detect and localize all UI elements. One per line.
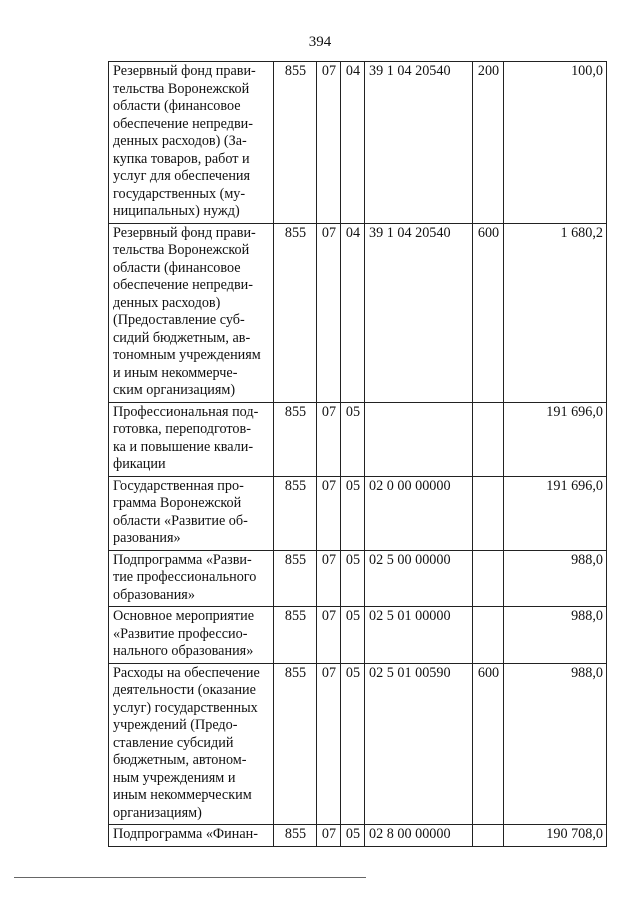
- subsection-cell: 05: [341, 663, 365, 825]
- target-article-cell: 02 5 00 00000: [365, 550, 473, 607]
- subsection-cell: 05: [341, 550, 365, 607]
- table-row: [109, 825, 607, 847]
- amount-cell: 190 708,0: [504, 825, 607, 847]
- row-name-cell: Резервный фонд прави- тельства Воронежской области (финансовое обеспечение непредви- денных расходов) (За- купка товаров, работ и услуг для обеспечения государственных (му- ниципальных) нужд): [109, 62, 274, 224]
- section-cell: 07: [317, 476, 341, 550]
- subsection-cell: 04: [341, 62, 365, 224]
- amount-cell: 988,0: [504, 550, 607, 607]
- section-cell: 07: [317, 223, 341, 402]
- ministry-code-cell: 855: [274, 223, 317, 402]
- expense-type-cell: 600: [473, 223, 504, 402]
- row-name-cell: Расходы на обеспечение деятельности (оказание услуг) государственных учреждений (Предо- ставление субсидий бюджетным, автоном- ным учреждениям и иным некоммерческим организациям): [109, 663, 274, 825]
- target-article-cell: 02 5 01 00590: [365, 663, 473, 825]
- ministry-code-cell: 855: [274, 476, 317, 550]
- table-row: [109, 607, 607, 664]
- row-name-cell: Государственная про- грамма Воронежской области «Развитие об- разования»: [109, 476, 274, 550]
- amount-cell: 100,0: [504, 62, 607, 224]
- target-article-cell: 39 1 04 20540: [365, 62, 473, 224]
- amount-cell: 1 680,2: [504, 223, 607, 402]
- subsection-cell: 04: [341, 223, 365, 402]
- ministry-code-cell: 855: [274, 607, 317, 664]
- table-row: [109, 476, 607, 550]
- ministry-code-cell: 855: [274, 825, 317, 847]
- section-cell: 07: [317, 402, 341, 476]
- page-number: 394: [308, 34, 332, 50]
- target-article-cell: 02 0 00 00000: [365, 476, 473, 550]
- section-cell: 07: [317, 550, 341, 607]
- row-name-cell: Резервный фонд прави- тельства Воронежской области (финансовое обеспечение непредви- денных расходов) (Предоставление суб- сидий бюджетным, ав- тономным учреждениям и иным некоммерче- ским организациям): [109, 223, 274, 402]
- footer-divider: [14, 877, 366, 878]
- table-row: [109, 550, 607, 607]
- target-article-cell: 39 1 04 20540: [365, 223, 473, 402]
- expense-type-cell: [473, 550, 504, 607]
- table-row: [109, 402, 607, 476]
- expense-type-cell: [473, 825, 504, 847]
- subsection-cell: 05: [341, 402, 365, 476]
- ministry-code-cell: 855: [274, 663, 317, 825]
- subsection-cell: 05: [341, 476, 365, 550]
- section-cell: 07: [317, 62, 341, 224]
- budget-table: [108, 61, 607, 847]
- subsection-cell: 05: [341, 607, 365, 664]
- table-row: [109, 62, 607, 224]
- row-name-cell: Подпрограмма «Разви- тие профессионального образования»: [109, 550, 274, 607]
- expense-type-cell: [473, 476, 504, 550]
- subsection-cell: 05: [341, 825, 365, 847]
- target-article-cell: 02 8 00 00000: [365, 825, 473, 847]
- section-cell: 07: [317, 663, 341, 825]
- ministry-code-cell: 855: [274, 62, 317, 224]
- expense-type-cell: 600: [473, 663, 504, 825]
- ministry-code-cell: 855: [274, 550, 317, 607]
- target-article-cell: [365, 402, 473, 476]
- amount-cell: 191 696,0: [504, 476, 607, 550]
- row-name-cell: Подпрограмма «Финан-: [109, 825, 274, 847]
- ministry-code-cell: 855: [274, 402, 317, 476]
- expense-type-cell: [473, 402, 504, 476]
- amount-cell: 988,0: [504, 663, 607, 825]
- amount-cell: 988,0: [504, 607, 607, 664]
- section-cell: 07: [317, 607, 341, 664]
- row-name-cell: Профессиональная под- готовка, переподготов- ка и повышение квали- фикации: [109, 402, 274, 476]
- table-row: [109, 663, 607, 825]
- row-name-cell: Основное мероприятие «Развитие профессио- нального образования»: [109, 607, 274, 664]
- section-cell: 07: [317, 825, 341, 847]
- amount-cell: 191 696,0: [504, 402, 607, 476]
- expense-type-cell: [473, 607, 504, 664]
- table-row: [109, 223, 607, 402]
- expense-type-cell: 200: [473, 62, 504, 224]
- target-article-cell: 02 5 01 00000: [365, 607, 473, 664]
